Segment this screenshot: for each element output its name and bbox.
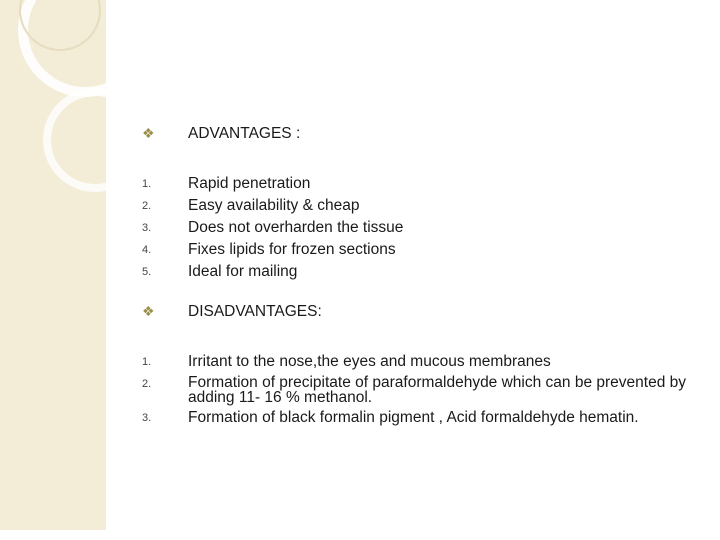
- list-item: [142, 375, 702, 405]
- list-number: 3.: [142, 412, 152, 424]
- diamond-bullet-icon: ❖: [142, 125, 155, 141]
- list-text: Formation of black formalin pigment , Acid formaldehyde hematin.: [188, 409, 639, 426]
- disadvantages-heading: DISADVANTAGES:: [188, 303, 322, 320]
- list-text: Easy availability & cheap: [188, 197, 360, 214]
- diamond-bullet-icon: ❖: [142, 303, 155, 319]
- list-item: [142, 353, 702, 371]
- list-item: [142, 409, 702, 427]
- disadvantages-heading-row: [142, 303, 702, 321]
- advantages-heading: ADVANTAGES :: [188, 125, 301, 142]
- list-number: 3.: [142, 222, 152, 234]
- list-text: Does not overharden the tissue: [188, 219, 404, 236]
- decorative-side-band: [0, 0, 106, 530]
- list-text: Irritant to the nose,the eyes and mucous membranes: [188, 353, 551, 370]
- list-number: 2.: [142, 378, 152, 390]
- list-text: Fixes lipids for frozen sections: [188, 241, 396, 258]
- list-number: 2.: [142, 200, 152, 212]
- advantages-heading-row: [142, 125, 702, 143]
- list-number: 1.: [142, 356, 152, 368]
- list-item: [142, 175, 702, 193]
- section-gap: [142, 285, 702, 303]
- list-text: Formation of precipitate of paraformaldehyde which can be prevented by adding 11- 16 % methanol.: [188, 374, 687, 406]
- list-item: [142, 197, 702, 215]
- list-number: 4.: [142, 244, 152, 256]
- list-number: 5.: [142, 266, 152, 278]
- slide-content: [142, 125, 702, 431]
- list-item: [142, 219, 702, 237]
- decorative-circles: [0, 0, 106, 530]
- list-text: Rapid penetration: [188, 175, 311, 192]
- list-item: [142, 241, 702, 259]
- list-text: Ideal for mailing: [188, 263, 298, 280]
- list-item: [142, 263, 702, 281]
- list-number: 1.: [142, 178, 152, 190]
